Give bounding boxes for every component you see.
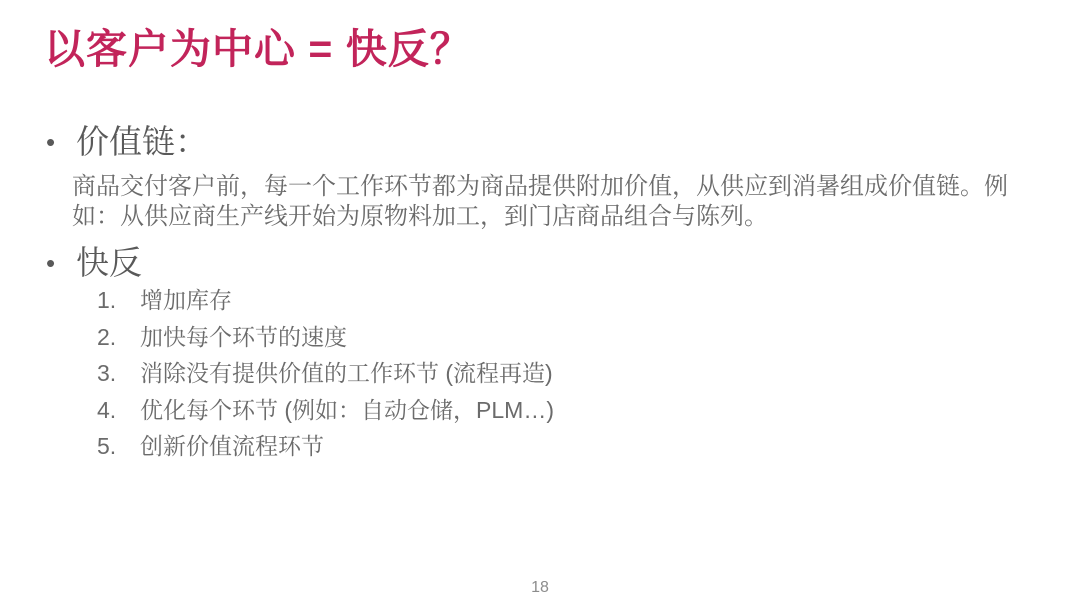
- numbered-list: [97, 288, 554, 471]
- list-item: [97, 361, 554, 386]
- item-number: 4.: [97, 396, 117, 423]
- bullet-item-value-chain: [46, 121, 208, 162]
- value-chain-description: [72, 172, 1047, 232]
- item-number: 2.: [97, 323, 117, 350]
- list-item: [97, 288, 554, 313]
- item-text: 加快每个环节的速度: [140, 323, 347, 350]
- item-text: 优化每个环节 (例如：自动仓储，PLM…): [140, 396, 554, 423]
- item-number: 5.: [97, 433, 117, 459]
- item-text: 增加库存: [140, 287, 232, 313]
- bullet-dot-icon: •: [46, 126, 56, 157]
- bullet-dot-icon: •: [46, 247, 56, 278]
- item-number: 3.: [97, 360, 117, 386]
- item-text: 创新价值流程环节: [140, 433, 324, 459]
- item-text: 消除没有提供价值的工作环节 (流程再造): [140, 360, 553, 386]
- bullet-item-quick-response: [46, 242, 142, 283]
- item-number: 1.: [97, 287, 117, 313]
- page-number: 18: [531, 579, 549, 596]
- list-item: [97, 398, 554, 423]
- list-item: [97, 325, 554, 350]
- list-item: [97, 434, 554, 459]
- description-line-1: 商品交付客户前，每一个工作环节都为商品提供附加价值，从供应到消暑组成价值链。例: [72, 173, 1008, 200]
- description-line-2: 如：从供应商生产线开始为原物料加工，到门店商品组合与陈列。: [72, 203, 768, 230]
- bullet-heading-quick-response: 快反: [76, 244, 142, 281]
- bullet-heading-value-chain: 价值链：: [76, 123, 208, 160]
- slide-title: 以客户为中心 = 快反？: [44, 26, 472, 72]
